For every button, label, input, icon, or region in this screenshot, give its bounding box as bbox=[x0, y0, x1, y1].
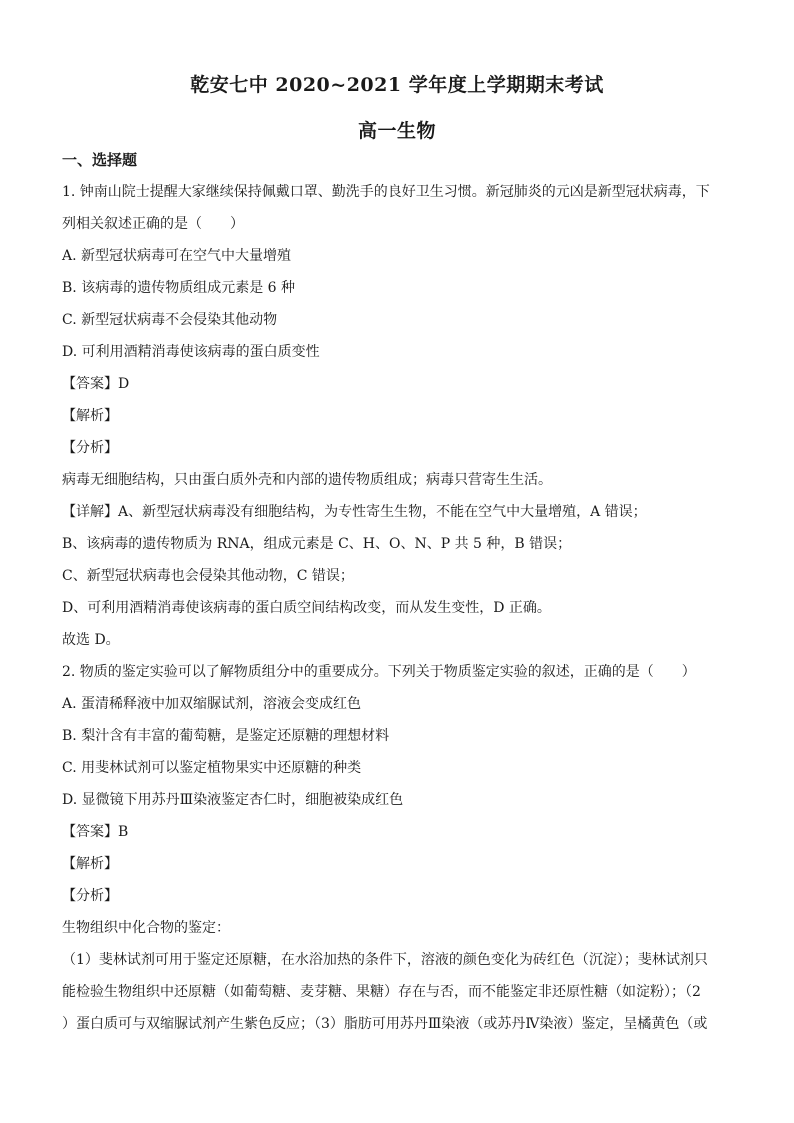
q1-conclusion: 故选 D。 bbox=[62, 632, 120, 648]
exam-title: 乾安七中 2020~2021 学年度上学期期末考试 bbox=[190, 74, 604, 96]
q1-fenxi-label: 【分析】 bbox=[62, 440, 118, 456]
q1-option-c: C. 新型冠状病毒不会侵染其他动物 bbox=[62, 312, 278, 328]
q2-option-c: C. 用斐林试剂可以鉴定植物果实中还原糖的种类 bbox=[62, 760, 362, 776]
q2-stem: 2. 物质的鉴定实验可以了解物质组分中的重要成分。下列关于物质鉴定实验的叙述，正确的是（ ） bbox=[62, 664, 696, 680]
q1-answer: 【答案】D bbox=[62, 376, 130, 392]
section-title: 一、选择题 bbox=[62, 151, 138, 169]
q1-analysis-label: 【解析】 bbox=[62, 408, 118, 424]
q1-detail-line: D、可利用酒精消毒使该病毒的蛋白质空间结构改变，而从发生变性，D 正确。 bbox=[62, 600, 551, 616]
q2-option-b: B. 梨汁含有丰富的葡萄糖，是鉴定还原糖的理想材料 bbox=[62, 728, 390, 744]
q2-option-d: D. 显微镜下用苏丹Ⅲ染液鉴定杏仁时，细胞被染成红色 bbox=[62, 792, 404, 808]
q2-analysis-label: 【解析】 bbox=[62, 856, 118, 872]
q2-fenxi-line: ）蛋白质可与双缩脲试剂产生紫色反应；（3）脂肪可用苏丹Ⅲ染液（或苏丹Ⅳ染液）鉴定，呈橘黄色（或 bbox=[62, 1016, 708, 1032]
q2-fenxi-line: （1）斐林试剂可用于鉴定还原糖，在水浴加热的条件下，溶液的颜色变化为砖红色（沉淀）；斐林试剂只 bbox=[62, 952, 708, 968]
q1-option-b: B. 该病毒的遗传物质组成元素是 6 种 bbox=[62, 280, 295, 296]
q1-detail-line: B、该病毒的遗传物质为 RNA，组成元素是 C、H、O、N、P 共 5 种，B 错误； bbox=[62, 536, 572, 552]
q1-option-a: A. 新型冠状病毒可在空气中大量增殖 bbox=[62, 248, 292, 264]
q2-option-a: A. 蛋清稀释液中加双缩脲试剂，溶液会变成红色 bbox=[62, 696, 362, 712]
q2-fenxi-label: 【分析】 bbox=[62, 888, 118, 904]
q1-detail-line: C、新型冠状病毒也会侵染其他动物，C 错误； bbox=[62, 568, 354, 584]
q1-stem-line2: 列相关叙述正确的是（ ） bbox=[62, 216, 244, 232]
q2-fenxi-line: 能检验生物组织中还原糖（如葡萄糖、麦芽糖、果糖）存在与否，而不能鉴定非还原性糖（如淀粉）；（2 bbox=[62, 984, 701, 1000]
q2-answer: 【答案】B bbox=[62, 824, 129, 840]
q1-fenxi-text: 病毒无细胞结构，只由蛋白质外壳和内部的遗传物质组成；病毒只营寄生生活。 bbox=[62, 472, 552, 488]
exam-subject: 高一生物 bbox=[357, 120, 436, 142]
q1-detail-line: 【详解】A、新型冠状病毒没有细胞结构，为专性寄生生物，不能在空气中大量增殖，A 错误； bbox=[62, 504, 647, 520]
q2-fenxi-line: 生物组织中化合物的鉴定： bbox=[62, 920, 230, 936]
q1-option-d: D. 可利用酒精消毒使该病毒的蛋白质变性 bbox=[62, 344, 320, 360]
q1-stem-line1: 1. 钟南山院士提醒大家继续保持佩戴口罩、勤洗手的良好卫生习惯。新冠肺炎的元凶是新型冠状病毒，下 bbox=[62, 184, 710, 200]
